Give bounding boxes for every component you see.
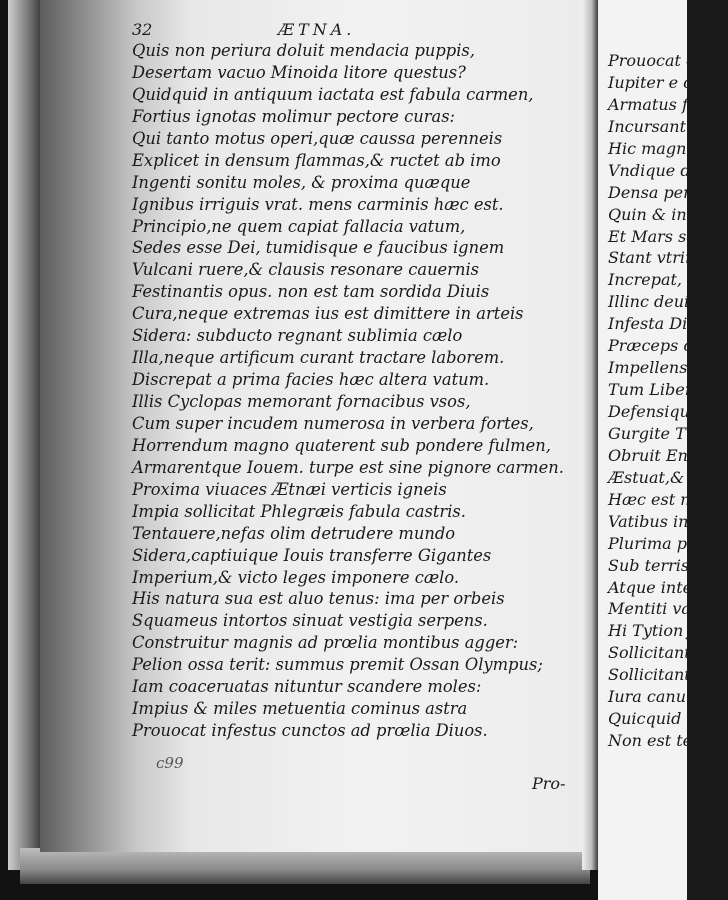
verse-line: Quidquid in antiquum iactata est fabula carmen, bbox=[132, 84, 534, 104]
verse-line: Imperium,& victo leges imponere cælo. bbox=[132, 567, 460, 587]
right-verse-line: Quicquid & bbox=[608, 709, 701, 729]
right-verse-line: Æstuat,& bbox=[608, 467, 685, 487]
right-verse-line: Densa per a bbox=[608, 182, 706, 202]
verse-block bbox=[132, 40, 564, 742]
right-verse-line: Sub terris n bbox=[608, 555, 705, 575]
verse-line: Sidera: subducto regnant sublimia cælo bbox=[132, 326, 463, 346]
right-verse-line: Iupiter e ca bbox=[608, 72, 702, 92]
verse-line: Vulcani ruere,& clausis resonare cauernis bbox=[132, 260, 480, 280]
right-verse-line: Non est ter bbox=[608, 731, 700, 751]
verse-line: Proxima viuaces Ætnæi verticis igneis bbox=[132, 479, 447, 499]
book-bottom-board bbox=[20, 848, 590, 884]
right-verse-line: Defensique bbox=[608, 402, 700, 421]
verse-line: Desertam vacuo Minoida litore questus? bbox=[132, 62, 466, 82]
verse-line: Cum super incudem numerosa in verbera fortes, bbox=[132, 413, 534, 433]
right-verse-line: Sollicitantq bbox=[608, 665, 701, 685]
verse-line: Ingenti sonitu moles, & proxima quæque bbox=[132, 172, 471, 192]
right-verse-line: Prouocat e bbox=[608, 51, 696, 70]
verse-line: Sedes esse Dei, tumidisque e faucibus ignem bbox=[132, 238, 505, 258]
verse-line: Impia sollicitat Phlegræis fabula castris. bbox=[132, 501, 466, 521]
verse-line: Fortius ignotas molimur pectore curas: bbox=[132, 106, 456, 126]
right-page bbox=[598, 0, 706, 900]
right-verse-line: Plurima pa bbox=[608, 533, 697, 553]
verse-line: Construitur magnis ad prœlia montibus agger: bbox=[132, 633, 519, 653]
right-verse-line: Infesta Di bbox=[608, 314, 688, 334]
running-head: ÆTNA. bbox=[278, 20, 356, 39]
verse-line: Principio,ne quem capiat fallacia vatum, bbox=[132, 216, 466, 236]
right-verse-line: Sollicitant bbox=[608, 643, 691, 663]
right-verse-line: Hæc est me bbox=[608, 489, 705, 509]
verse-line: Quis non periura doluit mendacia puppis, bbox=[132, 41, 475, 60]
right-verse-line: Præceps cu bbox=[608, 336, 703, 356]
verse-line: Horrendum magno quaterent sub pondere fulmen, bbox=[132, 435, 551, 455]
right-verse-line: Armatus fla bbox=[608, 94, 703, 114]
verse-line: Iam coaceruatas nituntur scandere moles: bbox=[132, 677, 482, 697]
right-verse-line: Gurgite Tr bbox=[608, 423, 694, 443]
page-header bbox=[132, 20, 452, 40]
right-verse-line: Iura canun bbox=[608, 687, 697, 707]
right-verse-line: Tum Liber bbox=[608, 380, 693, 400]
right-verse-line: Vndique di bbox=[608, 160, 696, 180]
right-verse-line: Increpat, & bbox=[608, 270, 702, 290]
verse-line: Pelion ossa terit: summus premit Ossan Olympus; bbox=[132, 655, 543, 675]
verse-line: His natura sua est aluo tenus: ima per orbeis bbox=[132, 589, 505, 609]
verse-line: Ignibus irriguis vrat. mens carminis hæc est. bbox=[132, 194, 504, 214]
verse-line: Illa,neque artificum curant tractare laborem. bbox=[132, 348, 505, 368]
verse-line: Explicet in densum flammas,& ructet ab imo bbox=[132, 150, 501, 170]
right-verse-line: Impellens v bbox=[608, 358, 702, 378]
right-verse-line: Incursant v bbox=[608, 116, 701, 136]
verse-line: Tentauere,nefas olim detrudere mundo bbox=[132, 523, 456, 543]
right-verse-line: Hic magno bbox=[608, 138, 697, 158]
verse-line: Cura,neque extremas ius est dimittere in arteis bbox=[132, 304, 524, 324]
right-verse-line: Et Mars sæ bbox=[608, 226, 702, 246]
right-verse-line: Obruit Enc bbox=[608, 445, 697, 465]
page-number: 32 bbox=[132, 20, 153, 39]
catchword: Pro- bbox=[532, 774, 566, 793]
right-verse-line: Mentiti va bbox=[608, 599, 691, 619]
book-fore-edge bbox=[8, 0, 44, 870]
right-page-verse-block bbox=[608, 50, 728, 752]
verse-line: Prouocat infestus cunctos ad prœlia Diuos. bbox=[132, 721, 488, 741]
verse-line: Illis Cyclopas memorant fornacibus vsos, bbox=[132, 392, 471, 411]
verse-line: Qui tanto motus operi,quæ caussa perenneis bbox=[132, 128, 503, 148]
right-verse-line: Atque inter bbox=[608, 577, 700, 597]
right-verse-line: Vatibus ing bbox=[608, 511, 699, 531]
footer-mark: ᴄ99 bbox=[156, 754, 184, 772]
verse-line: Discrepat a prima facies hæc altera vatum. bbox=[132, 370, 490, 390]
right-verse-line: Quin & in bbox=[608, 204, 687, 224]
verse-line: Festinantis opus. non est tam sordida Diuis bbox=[132, 282, 490, 302]
right-verse-line: Stant vtrin bbox=[608, 248, 696, 268]
verse-line: Impius & miles metuentia cominus astra bbox=[132, 699, 468, 719]
verse-line: Sidera,captiuique Iouis transferre Gigantes bbox=[132, 545, 492, 565]
right-verse-line: Illinc deuic bbox=[608, 292, 699, 312]
verse-line: Squameus intortos sinuat vestigia serpens. bbox=[132, 611, 488, 631]
verse-line: Armarentque Iouem. turpe est sine pignore carmen. bbox=[132, 457, 564, 477]
right-verse-line: Hi Tytion j bbox=[608, 621, 694, 641]
